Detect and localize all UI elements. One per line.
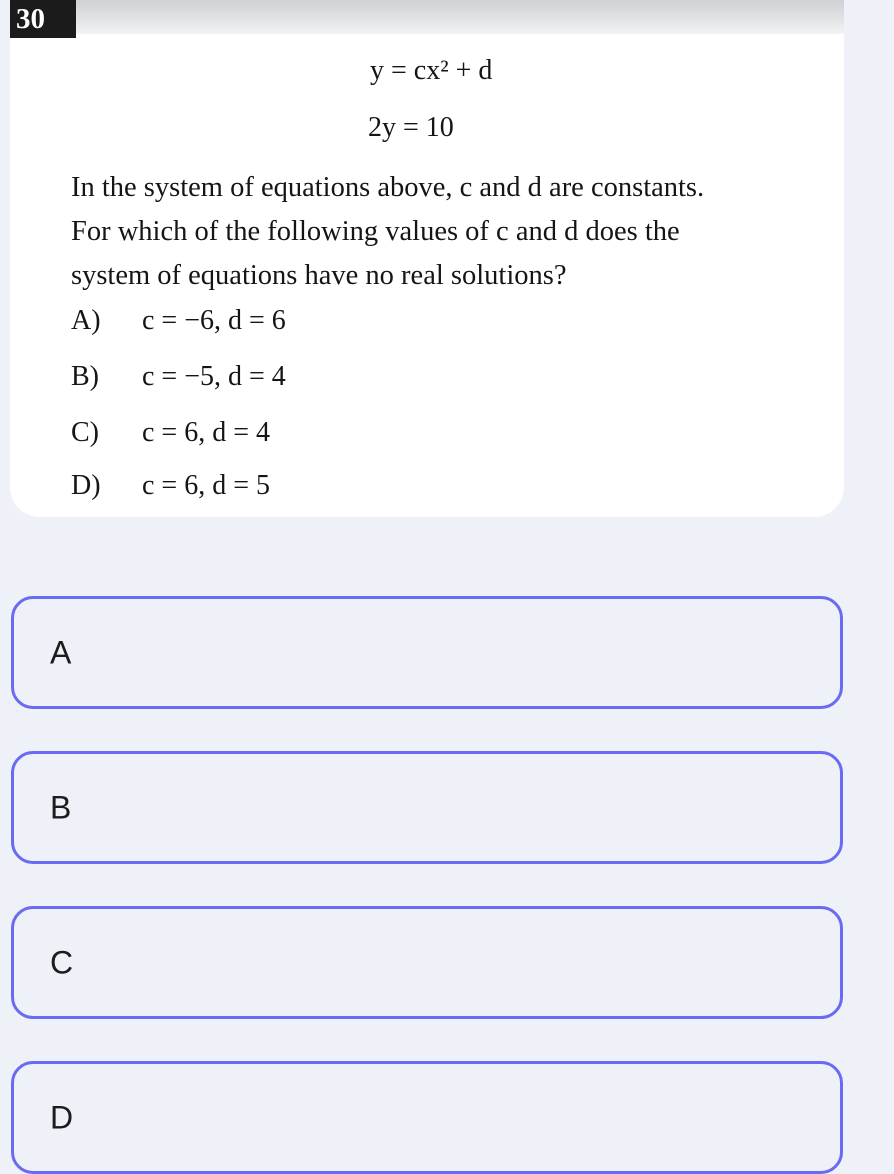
choice-a <box>71 305 286 337</box>
top-strip <box>10 0 844 34</box>
answer-option-c-button[interactable] <box>11 906 843 1019</box>
answer-option-a-button[interactable] <box>11 596 843 709</box>
answer-option-c-label: C <box>50 944 74 980</box>
answer-option-d-label: D <box>50 1099 74 1135</box>
choice-c-letter: C) <box>71 417 99 448</box>
choice-a-text: c = −6, d = 6 <box>142 305 286 336</box>
choice-b-letter: B) <box>71 361 99 392</box>
question-image <box>10 0 844 517</box>
choice-b-text: c = −5, d = 4 <box>142 361 286 392</box>
choice-d-text: c = 6, d = 5 <box>142 470 271 501</box>
equation-2: 2y = 10 <box>368 112 454 143</box>
choice-c <box>71 417 270 449</box>
choice-d-letter: D) <box>71 470 101 501</box>
stem-line-1: In the system of equations above, c and d are constants. <box>71 172 705 203</box>
stem-line-2: For which of the following values of c and d does the <box>71 216 680 247</box>
equation-1: y = cx² + d <box>370 55 493 86</box>
answer-option-a-label: A <box>50 634 72 670</box>
choice-a-letter: A) <box>71 305 101 336</box>
question-number: 30 <box>10 0 76 38</box>
question-stem <box>71 166 841 298</box>
stem-line-3: system of equations have no real solutions? <box>71 260 567 291</box>
answer-option-d-button[interactable] <box>11 1061 843 1174</box>
answer-option-b-label: B <box>50 789 72 825</box>
choice-d <box>71 470 270 502</box>
answer-option-b-button[interactable] <box>11 751 843 864</box>
choice-b <box>71 361 286 393</box>
choice-c-text: c = 6, d = 4 <box>142 417 271 448</box>
